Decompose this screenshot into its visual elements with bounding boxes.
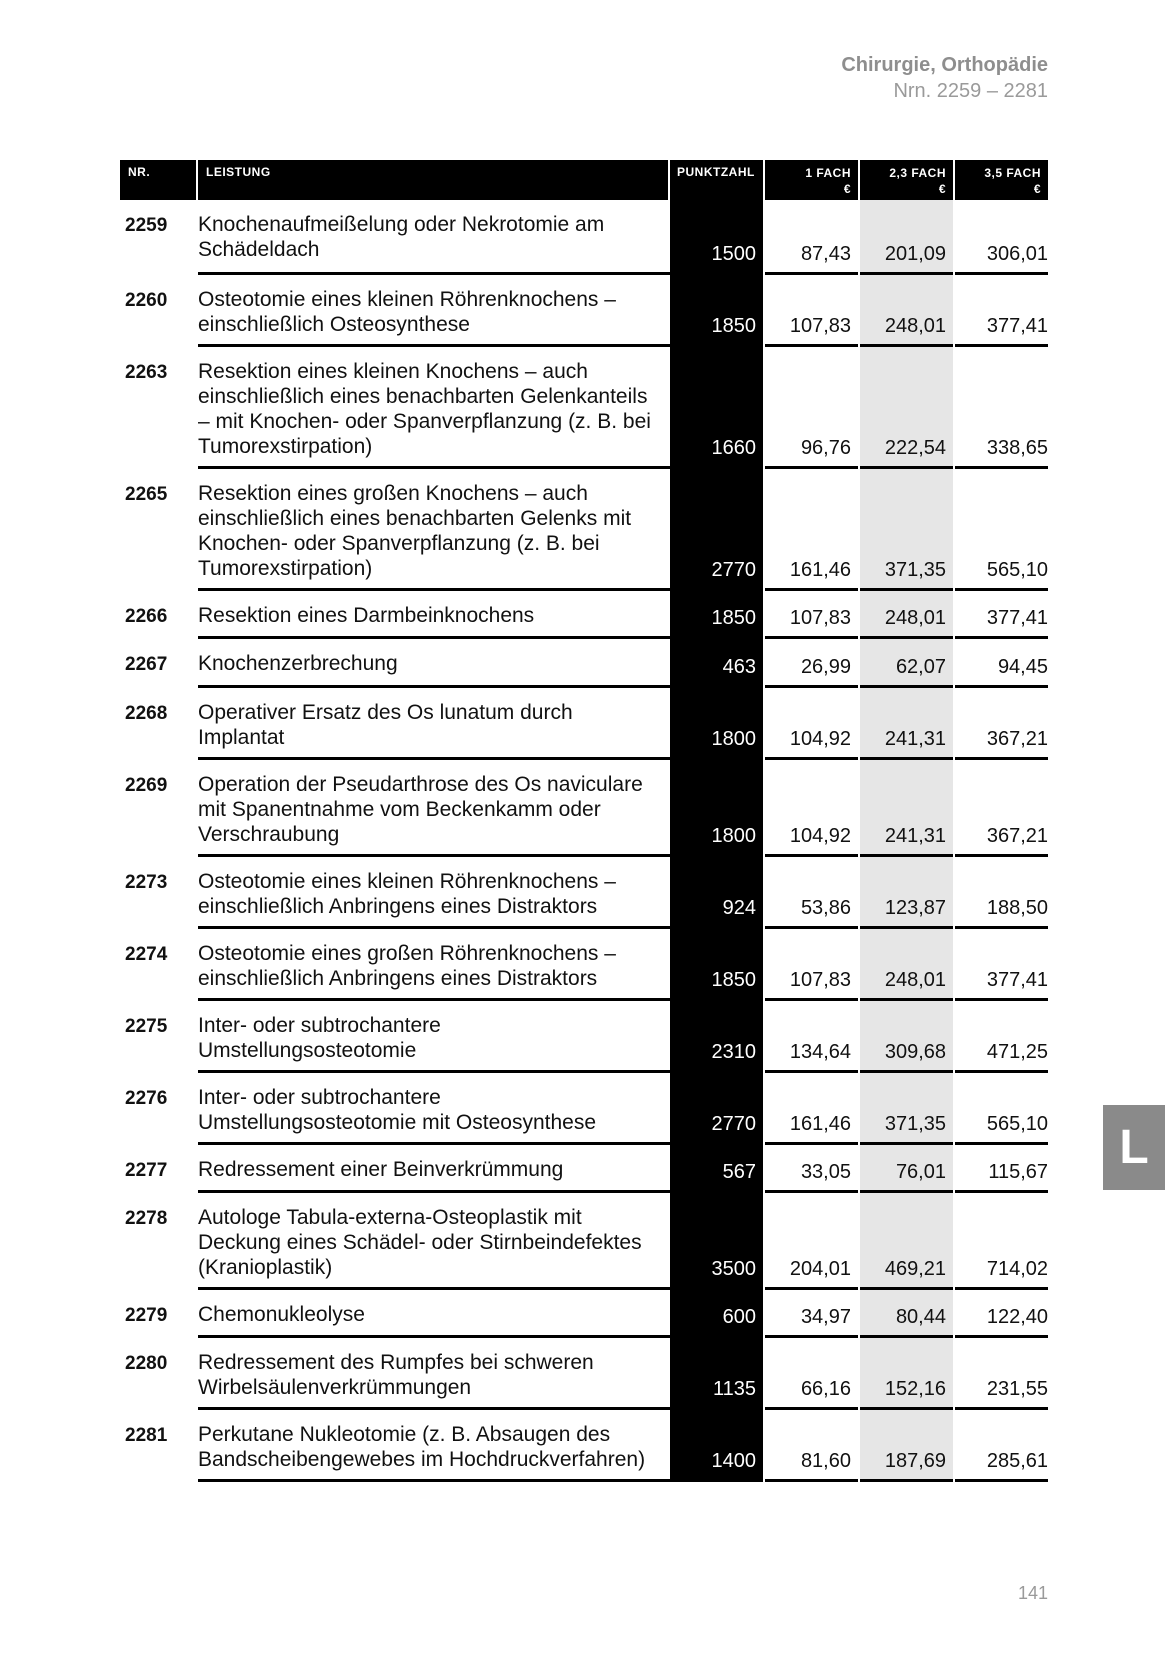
- row-23fach: 241,31: [884, 825, 946, 847]
- row-35fach: 338,65: [986, 437, 1048, 459]
- row-35fach: 471,25: [986, 1041, 1048, 1063]
- row-1fach: 107,83: [789, 315, 851, 337]
- row-description: Perkutane Nukleotomie (z. B. Absaugen des Bandscheibengewebes im Hochdruckverfahren): [198, 1423, 646, 1471]
- row-punktzahl: 1500: [711, 243, 756, 265]
- row-description: Osteotomie eines kleinen Röhrenknochens – einschließlich Osteosynthese: [198, 288, 616, 336]
- row-punktzahl: 924: [722, 897, 756, 919]
- row-nr: 2267: [125, 654, 168, 675]
- row-nr: 2279: [125, 1305, 168, 1326]
- column-header-23fach-label: 2,3 FACH: [889, 166, 946, 180]
- column-header-35fach: [955, 160, 1048, 200]
- row-1fach: 204,01: [789, 1258, 851, 1280]
- row-punktzahl: 600: [722, 1306, 756, 1328]
- row-divider: [955, 1479, 1048, 1482]
- row-35fach: 377,41: [986, 969, 1048, 991]
- row-nr: 2280: [125, 1353, 168, 1374]
- row-23fach: 222,54: [884, 437, 946, 459]
- row-divider: [860, 1479, 953, 1482]
- row-23fach: 123,87: [884, 897, 946, 919]
- row-35fach: 565,10: [986, 1113, 1048, 1135]
- row-35fach: 714,02: [986, 1258, 1048, 1280]
- row-punktzahl: 1800: [711, 728, 756, 750]
- row-23fach: 62,07: [895, 656, 946, 678]
- row-23fach: 187,69: [884, 1450, 946, 1472]
- row-punktzahl: 2770: [711, 559, 756, 581]
- row-punktzahl: 2310: [711, 1041, 756, 1063]
- section-title: Chirurgie, Orthopädie: [841, 54, 1048, 76]
- row-35fach: 285,61: [986, 1450, 1048, 1472]
- row-nr: 2281: [125, 1425, 168, 1446]
- row-1fach: 107,83: [789, 969, 851, 991]
- chapter-tab-marker: L: [1103, 1105, 1165, 1190]
- row-description: Redressement einer Beinverkrümmung: [198, 1158, 564, 1181]
- row-1fach: 107,83: [789, 607, 851, 629]
- row-35fach: 231,55: [986, 1378, 1048, 1400]
- row-1fach: 81,60: [800, 1450, 851, 1472]
- table-row: [0, 1001, 1165, 1073]
- row-23fach: 248,01: [884, 315, 946, 337]
- row-description: Osteotomie eines kleinen Röhrenknochens – einschließlich Anbringens eines Distraktors: [198, 870, 616, 918]
- row-23fach: 76,01: [895, 1161, 946, 1183]
- table-row: [0, 639, 1165, 688]
- row-nr: 2269: [125, 775, 168, 796]
- table-row: [0, 857, 1165, 929]
- row-description: Inter- oder subtrochantere Umstellungsosteotomie mit Osteosynthese: [198, 1086, 597, 1134]
- row-description: Redressement des Rumpfes bei schweren Wirbelsäulenverkrümmungen: [198, 1351, 594, 1399]
- row-nr: 2265: [125, 484, 168, 505]
- column-header-punktzahl: PUNKTZAHL: [670, 160, 763, 200]
- row-punktzahl: 3500: [711, 1258, 756, 1280]
- table-row: [0, 200, 1165, 275]
- row-23fach: 241,31: [884, 728, 946, 750]
- row-35fach: 188,50: [986, 897, 1048, 919]
- table-row: [0, 1145, 1165, 1193]
- row-nr: 2276: [125, 1088, 168, 1109]
- row-description: Inter- oder subtrochantere Umstellungsosteotomie: [198, 1014, 441, 1062]
- table-row: [0, 688, 1165, 760]
- row-description: Knochenzerbrechung: [198, 652, 398, 675]
- row-1fach: 26,99: [800, 656, 851, 678]
- running-header: [841, 52, 1048, 104]
- row-nr: 2263: [125, 362, 168, 383]
- row-nr: 2260: [125, 290, 168, 311]
- table-row: [0, 469, 1165, 591]
- row-23fach: 248,01: [884, 969, 946, 991]
- row-punktzahl: 567: [722, 1161, 756, 1183]
- row-punktzahl: 463: [722, 656, 756, 678]
- row-1fach: 34,97: [800, 1306, 851, 1328]
- table-row: [0, 760, 1165, 857]
- column-header-1fach: [765, 160, 858, 200]
- table-row: [0, 591, 1165, 639]
- row-divider: [198, 1479, 670, 1482]
- row-nr: 2266: [125, 606, 168, 627]
- table-row: [0, 1290, 1165, 1338]
- row-nr: 2259: [125, 215, 168, 236]
- row-nr: 2274: [125, 944, 168, 965]
- row-35fach: 115,67: [988, 1161, 1048, 1183]
- row-35fach: 377,41: [986, 607, 1048, 629]
- row-1fach: 104,92: [789, 728, 851, 750]
- row-punktzahl: 1850: [711, 969, 756, 991]
- row-divider: [765, 1479, 858, 1482]
- column-header-1fach-label: 1 FACH: [805, 166, 851, 180]
- row-1fach: 104,92: [789, 825, 851, 847]
- row-23fach: 371,35: [884, 1113, 946, 1135]
- page-number: 141: [1017, 1583, 1048, 1603]
- row-35fach: 367,21: [986, 825, 1048, 847]
- column-header-35fach-label: 3,5 FACH: [984, 166, 1041, 180]
- row-1fach: 53,86: [800, 897, 851, 919]
- row-nr: 2275: [125, 1016, 168, 1037]
- row-description: Osteotomie eines großen Röhrenknochens – einschließlich Anbringens eines Distraktors: [198, 942, 616, 990]
- row-23fach: 309,68: [884, 1041, 946, 1063]
- column-header-nr: NR.: [120, 160, 196, 200]
- row-35fach: 306,01: [986, 243, 1048, 265]
- row-nr: 2277: [125, 1160, 168, 1181]
- row-1fach: 96,76: [800, 437, 851, 459]
- section-range: Nrn. 2259 – 2281: [893, 80, 1048, 102]
- row-23fach: 152,16: [884, 1378, 946, 1400]
- row-punktzahl: 1660: [711, 437, 756, 459]
- row-punktzahl: 1400: [711, 1450, 756, 1472]
- row-nr: 2273: [125, 872, 168, 893]
- row-23fach: 469,21: [884, 1258, 946, 1280]
- column-header-leistung: LEISTUNG: [198, 160, 668, 200]
- row-23fach: 248,01: [884, 607, 946, 629]
- row-1fach: 134,64: [789, 1041, 851, 1063]
- row-punktzahl: 1850: [711, 315, 756, 337]
- table-row: [0, 1193, 1165, 1290]
- row-punktzahl: 1135: [712, 1378, 756, 1400]
- row-description: Resektion eines großen Knochens – auch einschließlich eines benachbarten Gelenks mit Knochen- oder Spanverpflanzung (z. B. bei Tumorexstirpation): [198, 482, 632, 580]
- table-row: [0, 1338, 1165, 1410]
- table-row: [0, 1410, 1165, 1482]
- table-row: [0, 929, 1165, 1001]
- row-description: Chemonukleolyse: [198, 1303, 365, 1326]
- row-1fach: 66,16: [800, 1378, 851, 1400]
- column-header-35fach-currency: €: [1033, 182, 1041, 196]
- table-row: [0, 1073, 1165, 1145]
- row-23fach: 371,35: [884, 559, 946, 581]
- row-description: Resektion eines kleinen Knochens – auch einschließlich eines benachbarten Gelenkanteils – mit Knochen- oder Spanverpflanzung (z. B. bei Tumorexstirpation): [198, 360, 651, 458]
- row-35fach: 122,40: [986, 1306, 1048, 1328]
- row-35fach: 367,21: [986, 728, 1048, 750]
- row-description: Operativer Ersatz des Os lunatum durch Implantat: [198, 701, 573, 749]
- row-nr: 2268: [125, 703, 168, 724]
- row-23fach: 80,44: [895, 1306, 946, 1328]
- row-1fach: 87,43: [800, 243, 851, 265]
- row-1fach: 161,46: [789, 559, 851, 581]
- row-punktzahl: 1850: [711, 607, 756, 629]
- row-1fach: 33,05: [800, 1161, 851, 1183]
- table-row: [0, 275, 1165, 347]
- row-nr: 2278: [125, 1208, 168, 1229]
- column-header-1fach-currency: €: [843, 182, 851, 196]
- column-header-23fach-currency: €: [938, 182, 946, 196]
- row-punktzahl: 2770: [711, 1113, 756, 1135]
- row-description: Operation der Pseudarthrose des Os naviculare mit Spanentnahme vom Beckenkamm oder Verschraubung: [198, 773, 643, 846]
- row-description: Resektion eines Darmbeinknochens: [198, 604, 535, 627]
- row-35fach: 565,10: [986, 559, 1048, 581]
- table-row: [0, 347, 1165, 469]
- row-punktzahl: 1800: [711, 825, 756, 847]
- row-description: Knochenaufmeißelung oder Nekrotomie am Schädeldach: [198, 213, 605, 261]
- row-description: Autologe Tabula-externa-Osteoplastik mit Deckung eines Schädel- oder Stirnbeindefektes (Kranioplastik): [198, 1206, 642, 1279]
- column-header-23fach: [860, 160, 953, 200]
- row-35fach: 377,41: [986, 315, 1048, 337]
- row-35fach: 94,45: [997, 656, 1048, 678]
- row-1fach: 161,46: [789, 1113, 851, 1135]
- row-23fach: 201,09: [884, 243, 946, 265]
